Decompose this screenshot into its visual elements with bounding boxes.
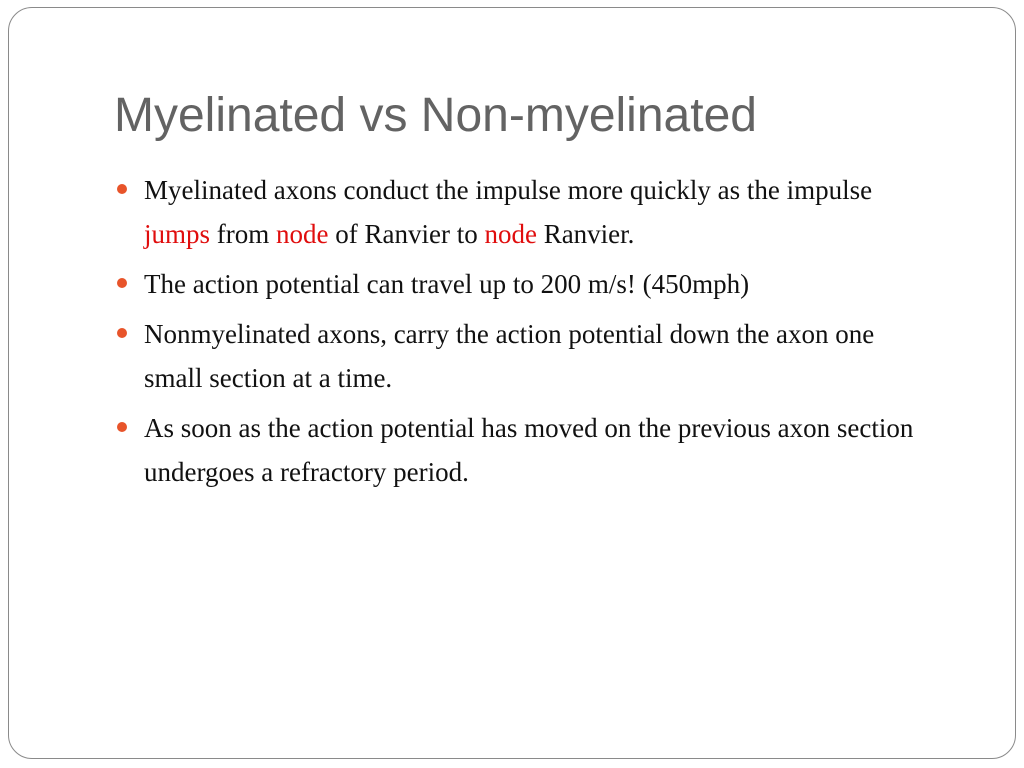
bullet-dot-icon (117, 278, 127, 288)
slide-title: Myelinated vs Non-myelinated (114, 89, 757, 142)
bullet-dot-icon (117, 328, 127, 338)
bullet-text: The action potential can travel up to 200 m/s! (450mph) (144, 269, 750, 299)
bullet-item-myelinated (116, 168, 936, 256)
bullet-item-nonmyelinated (116, 312, 936, 400)
bullet-dot-icon (117, 422, 127, 432)
bullet-text: Myelinated axons conduct the impulse more quickly as the impulse jumps from node of Ranvier to node Ranvier. (144, 175, 873, 249)
highlight-node: node (484, 219, 537, 249)
highlight-node: node (276, 219, 329, 249)
bullet-text: As soon as the action potential has moved on the previous axon section undergoes a refractory period. (144, 413, 914, 487)
bullet-item-speed (116, 262, 936, 306)
bullet-item-refractory (116, 406, 936, 494)
bullet-list (116, 168, 936, 500)
bullet-dot-icon (117, 184, 127, 194)
bullet-text: Nonmyelinated axons, carry the action potential down the axon one small section at a time. (144, 319, 875, 393)
highlight-jumps: jumps (144, 219, 211, 249)
